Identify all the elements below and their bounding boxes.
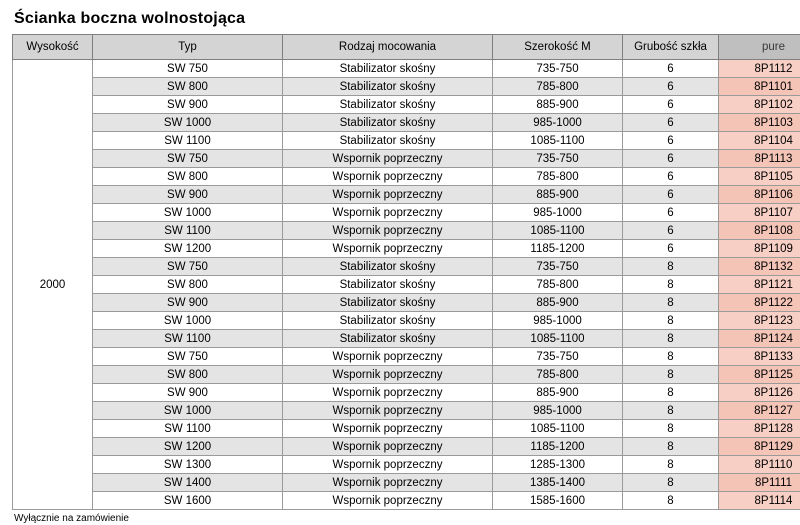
table-row [13,204,800,222]
product-table [12,34,800,510]
cell-grubosc-szkla: 8 [623,384,719,402]
cell-szerokosc: 885-900 [493,96,623,114]
cell-szerokosc: 785-800 [493,78,623,96]
cell-typ: SW 900 [93,186,283,204]
column-header-szerokosc: Szerokość M [493,35,623,60]
cell-szerokosc: 1585-1600 [493,492,623,510]
cell-typ: SW 1400 [93,474,283,492]
table-row [13,330,800,348]
cell-szerokosc: 785-800 [493,276,623,294]
cell-typ: SW 750 [93,258,283,276]
cell-rodzaj-mocowania: Wspornik poprzeczny [283,186,493,204]
page-title: Ścianka boczna wolnostojąca [14,10,788,28]
cell-grubosc-szkla: 8 [623,438,719,456]
table-header-row [13,35,800,60]
cell-grubosc-szkla: 6 [623,60,719,78]
cell-typ: SW 1300 [93,456,283,474]
cell-grubosc-szkla: 8 [623,330,719,348]
cell-kod-pure: 8P1126 [719,384,800,402]
cell-szerokosc: 985-1000 [493,312,623,330]
column-header-grubosc-szkla: Grubość szkła [623,35,719,60]
column-header-pure: pure [719,35,800,60]
cell-grubosc-szkla: 8 [623,312,719,330]
table-row [13,402,800,420]
cell-kod-pure: 8P1111 [719,474,800,492]
cell-kod-pure: 8P1122 [719,294,800,312]
table-row [13,492,800,510]
cell-typ: SW 1000 [93,204,283,222]
cell-kod-pure: 8P1104 [719,132,800,150]
cell-szerokosc: 1185-1200 [493,240,623,258]
cell-wysokosc: 2000 [13,60,93,510]
cell-typ: SW 1100 [93,222,283,240]
cell-typ: SW 900 [93,384,283,402]
cell-szerokosc: 735-750 [493,348,623,366]
table-row [13,474,800,492]
cell-kod-pure: 8P1127 [719,402,800,420]
cell-kod-pure: 8P1110 [719,456,800,474]
cell-szerokosc: 735-750 [493,60,623,78]
cell-typ: SW 1100 [93,420,283,438]
cell-grubosc-szkla: 8 [623,258,719,276]
cell-rodzaj-mocowania: Wspornik poprzeczny [283,222,493,240]
cell-rodzaj-mocowania: Stabilizator skośny [283,312,493,330]
cell-kod-pure: 8P1128 [719,420,800,438]
cell-grubosc-szkla: 8 [623,402,719,420]
table-row [13,294,800,312]
cell-grubosc-szkla: 8 [623,294,719,312]
cell-kod-pure: 8P1132 [719,258,800,276]
cell-grubosc-szkla: 8 [623,276,719,294]
cell-typ: SW 1200 [93,240,283,258]
table-row [13,366,800,384]
cell-rodzaj-mocowania: Stabilizator skośny [283,114,493,132]
cell-grubosc-szkla: 6 [623,222,719,240]
cell-typ: SW 1000 [93,312,283,330]
cell-grubosc-szkla: 6 [623,186,719,204]
cell-grubosc-szkla: 6 [623,150,719,168]
cell-szerokosc: 785-800 [493,168,623,186]
cell-rodzaj-mocowania: Stabilizator skośny [283,78,493,96]
cell-rodzaj-mocowania: Stabilizator skośny [283,60,493,78]
cell-kod-pure: 8P1109 [719,240,800,258]
table-row [13,222,800,240]
table-row [13,132,800,150]
cell-rodzaj-mocowania: Wspornik poprzeczny [283,384,493,402]
cell-grubosc-szkla: 6 [623,114,719,132]
table-row [13,78,800,96]
cell-szerokosc: 885-900 [493,384,623,402]
cell-szerokosc: 1085-1100 [493,132,623,150]
cell-kod-pure: 8P1133 [719,348,800,366]
cell-szerokosc: 885-900 [493,294,623,312]
table-body [13,60,800,510]
cell-kod-pure: 8P1123 [719,312,800,330]
cell-typ: SW 900 [93,96,283,114]
cell-szerokosc: 985-1000 [493,204,623,222]
cell-typ: SW 800 [93,168,283,186]
cell-kod-pure: 8P1121 [719,276,800,294]
cell-szerokosc: 1385-1400 [493,474,623,492]
cell-kod-pure: 8P1106 [719,186,800,204]
cell-typ: SW 1100 [93,330,283,348]
cell-rodzaj-mocowania: Wspornik poprzeczny [283,456,493,474]
cell-grubosc-szkla: 8 [623,348,719,366]
cell-kod-pure: 8P1112 [719,60,800,78]
cell-typ: SW 1000 [93,402,283,420]
cell-kod-pure: 8P1124 [719,330,800,348]
cell-rodzaj-mocowania: Wspornik poprzeczny [283,474,493,492]
cell-kod-pure: 8P1125 [719,366,800,384]
table-row [13,276,800,294]
cell-szerokosc: 1285-1300 [493,456,623,474]
cell-kod-pure: 8P1105 [719,168,800,186]
cell-rodzaj-mocowania: Stabilizator skośny [283,330,493,348]
cell-rodzaj-mocowania: Stabilizator skośny [283,276,493,294]
cell-typ: SW 800 [93,366,283,384]
cell-kod-pure: 8P1113 [719,150,800,168]
cell-rodzaj-mocowania: Stabilizator skośny [283,294,493,312]
cell-typ: SW 800 [93,276,283,294]
column-header-rodzaj-mocowania: Rodzaj mocowania [283,35,493,60]
cell-grubosc-szkla: 8 [623,456,719,474]
cell-grubosc-szkla: 8 [623,492,719,510]
cell-kod-pure: 8P1103 [719,114,800,132]
table-row [13,438,800,456]
cell-rodzaj-mocowania: Wspornik poprzeczny [283,492,493,510]
footnote: Wyłącznie na zamówienie [14,513,788,525]
table-row [13,312,800,330]
table-row [13,96,800,114]
cell-szerokosc: 735-750 [493,150,623,168]
table-header [13,35,800,60]
cell-rodzaj-mocowania: Stabilizator skośny [283,132,493,150]
cell-kod-pure: 8P1102 [719,96,800,114]
cell-grubosc-szkla: 6 [623,96,719,114]
cell-typ: SW 1100 [93,132,283,150]
cell-typ: SW 750 [93,60,283,78]
table-row [13,258,800,276]
cell-rodzaj-mocowania: Wspornik poprzeczny [283,348,493,366]
table-row [13,384,800,402]
cell-kod-pure: 8P1107 [719,204,800,222]
column-header-wysokosc: Wysokość [13,35,93,60]
table-row [13,456,800,474]
table-row [13,60,800,78]
column-header-typ: Typ [93,35,283,60]
cell-szerokosc: 785-800 [493,366,623,384]
cell-rodzaj-mocowania: Wspornik poprzeczny [283,204,493,222]
cell-rodzaj-mocowania: Wspornik poprzeczny [283,420,493,438]
cell-rodzaj-mocowania: Wspornik poprzeczny [283,150,493,168]
cell-szerokosc: 985-1000 [493,114,623,132]
cell-kod-pure: 8P1101 [719,78,800,96]
table-row [13,240,800,258]
cell-grubosc-szkla: 6 [623,240,719,258]
cell-grubosc-szkla: 8 [623,366,719,384]
table-row [13,348,800,366]
cell-typ: SW 1200 [93,438,283,456]
cell-grubosc-szkla: 6 [623,132,719,150]
cell-szerokosc: 985-1000 [493,402,623,420]
cell-typ: SW 800 [93,78,283,96]
cell-rodzaj-mocowania: Wspornik poprzeczny [283,438,493,456]
cell-szerokosc: 1085-1100 [493,222,623,240]
table-row [13,168,800,186]
cell-grubosc-szkla: 6 [623,78,719,96]
cell-szerokosc: 1085-1100 [493,330,623,348]
cell-typ: SW 750 [93,150,283,168]
cell-rodzaj-mocowania: Wspornik poprzeczny [283,168,493,186]
table-row [13,114,800,132]
cell-kod-pure: 8P1108 [719,222,800,240]
cell-szerokosc: 1185-1200 [493,438,623,456]
cell-grubosc-szkla: 6 [623,204,719,222]
cell-typ: SW 1000 [93,114,283,132]
cell-rodzaj-mocowania: Stabilizator skośny [283,258,493,276]
cell-grubosc-szkla: 6 [623,168,719,186]
cell-grubosc-szkla: 8 [623,474,719,492]
cell-rodzaj-mocowania: Wspornik poprzeczny [283,402,493,420]
table-row [13,186,800,204]
cell-szerokosc: 885-900 [493,186,623,204]
cell-rodzaj-mocowania: Wspornik poprzeczny [283,366,493,384]
cell-grubosc-szkla: 8 [623,420,719,438]
cell-typ: SW 1600 [93,492,283,510]
cell-szerokosc: 1085-1100 [493,420,623,438]
cell-kod-pure: 8P1114 [719,492,800,510]
table-row [13,150,800,168]
cell-szerokosc: 735-750 [493,258,623,276]
cell-typ: SW 900 [93,294,283,312]
cell-typ: SW 750 [93,348,283,366]
cell-rodzaj-mocowania: Wspornik poprzeczny [283,240,493,258]
cell-rodzaj-mocowania: Stabilizator skośny [283,96,493,114]
table-row [13,420,800,438]
cell-kod-pure: 8P1129 [719,438,800,456]
